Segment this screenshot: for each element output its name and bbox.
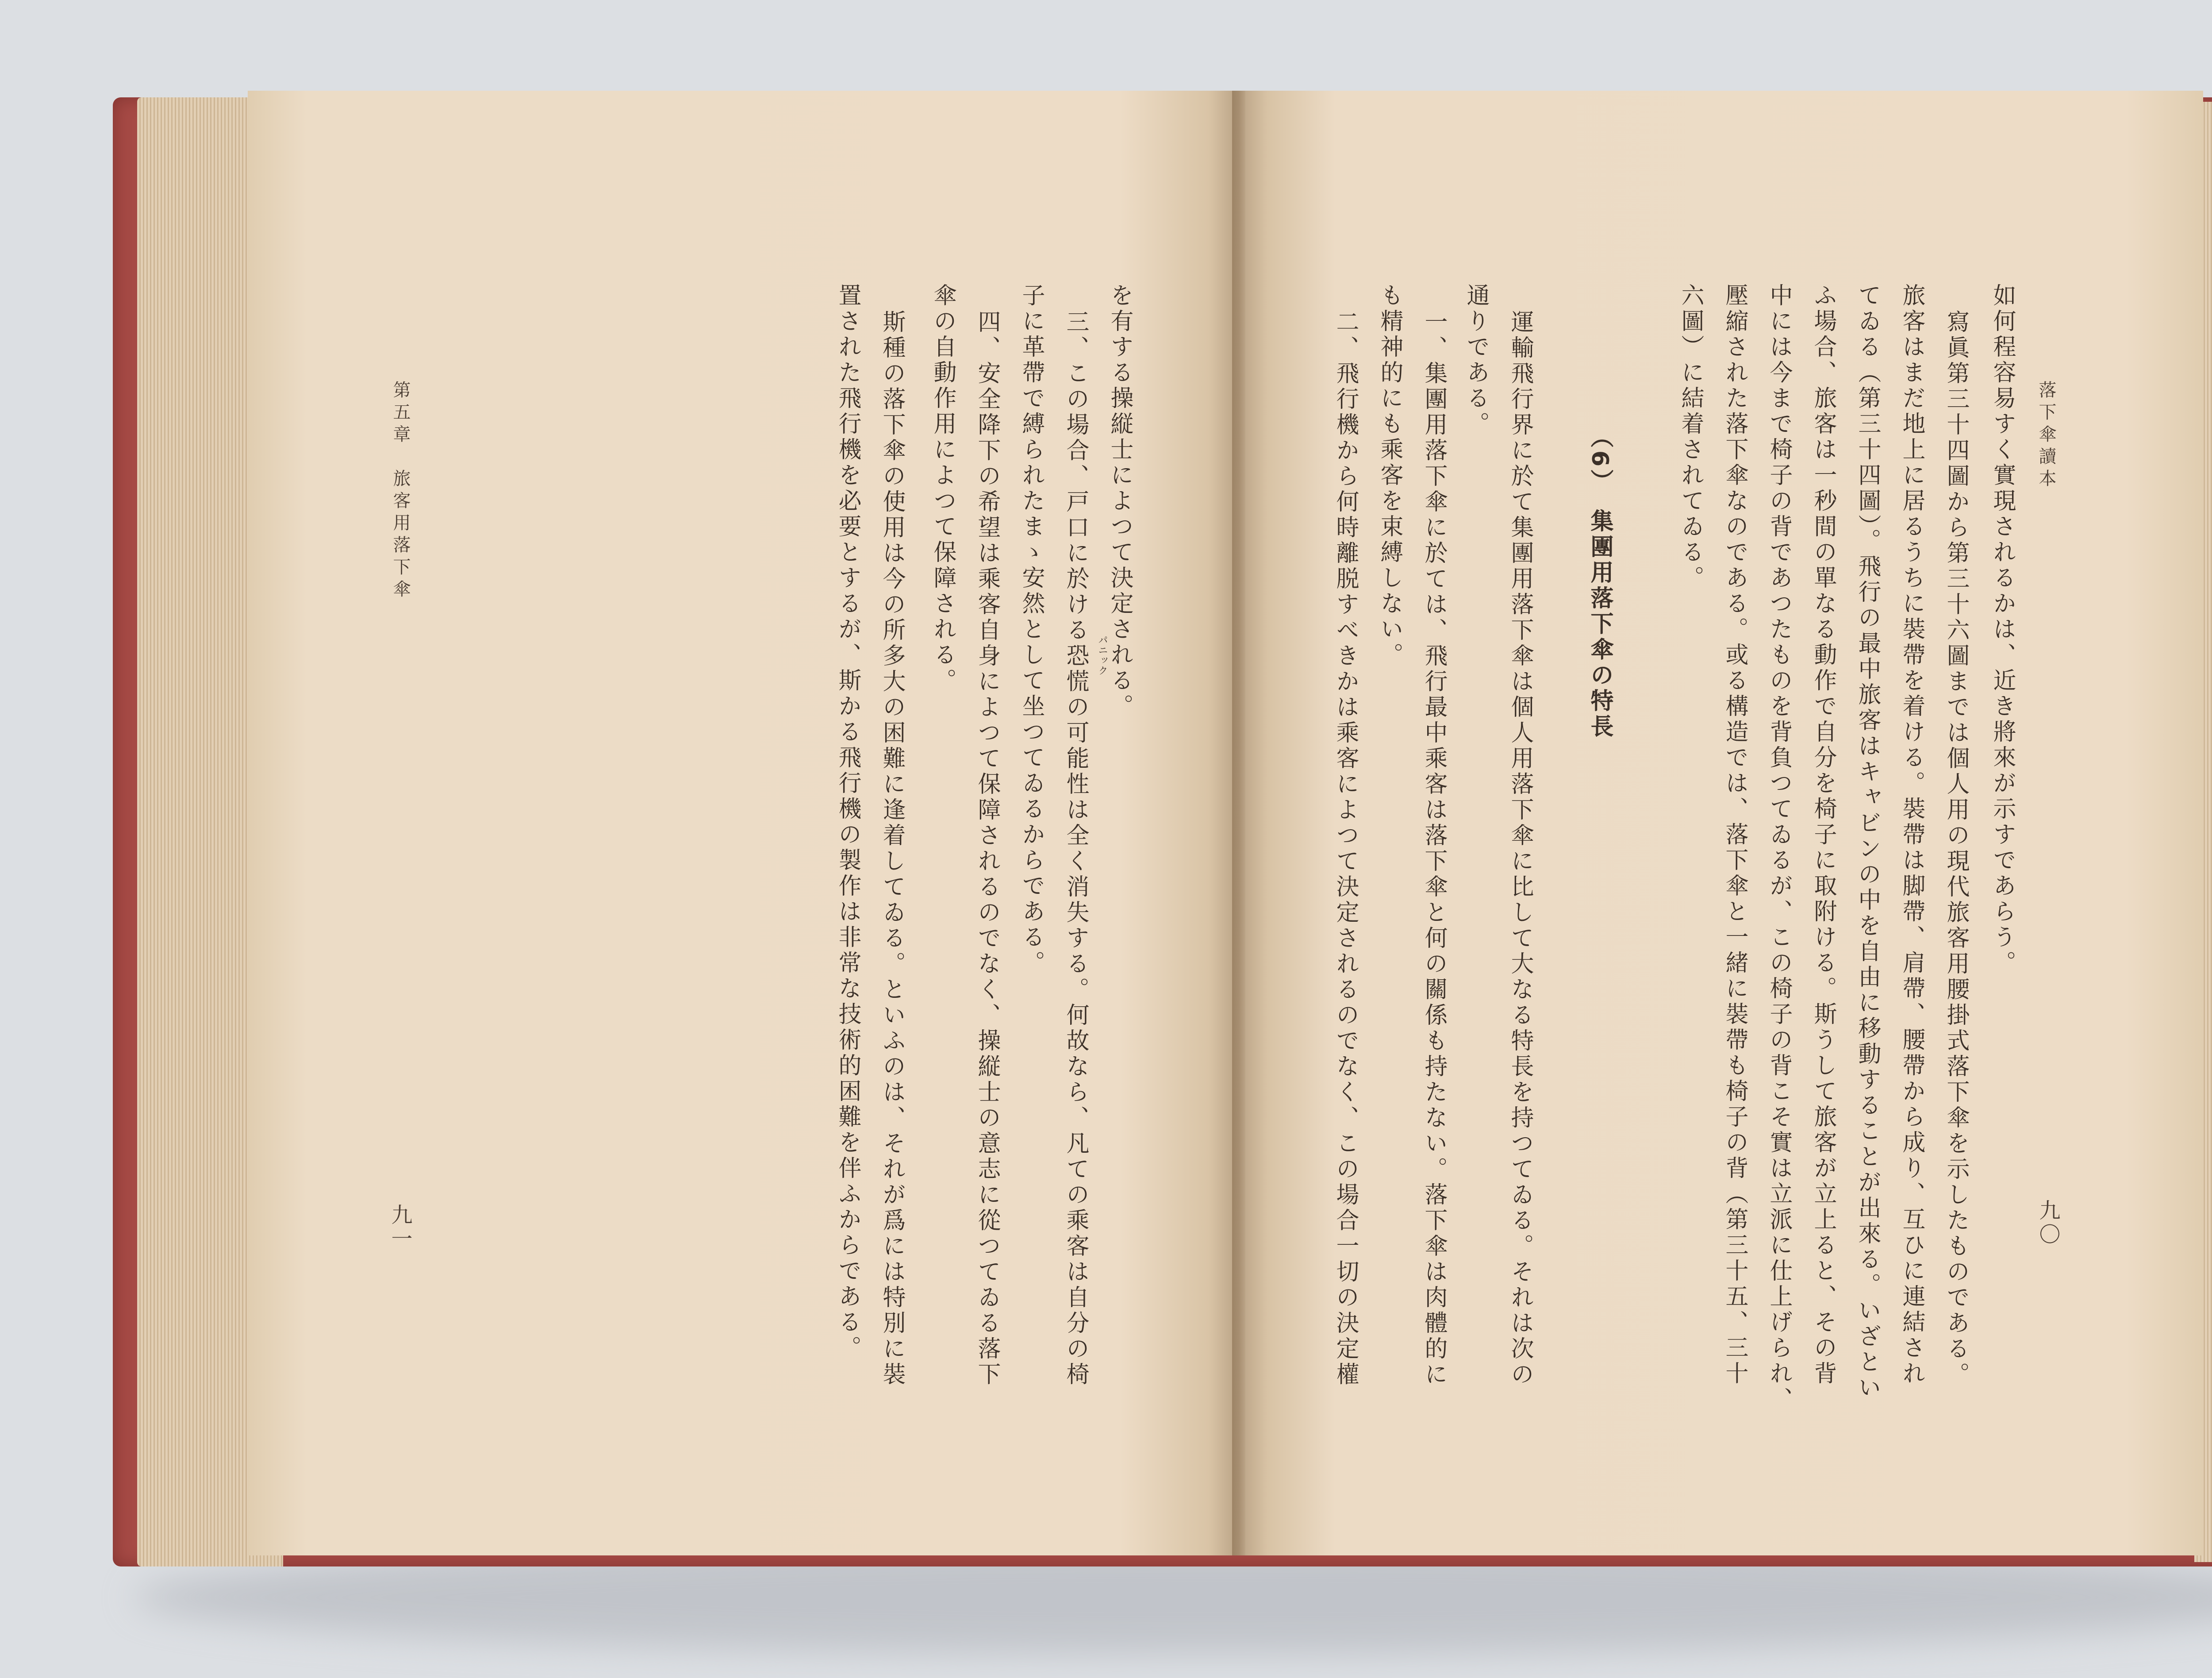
right-col-7: 壓縮された落下傘なのである。或る構造では、落下傘と一緒に裝帶も椅子の背（第三十五、三十: [1721, 283, 1748, 1387]
left-ruby-panic: パニック: [1097, 635, 1108, 676]
right-folio: 九〇: [2035, 1199, 2060, 1247]
right-col-5: ふ場合、旅客は一秒間の單なる動作で自分を椅子に取附ける。斯うして旅客が立上ると、その背: [1810, 283, 1836, 1387]
right-col-3: 旅客はまだ地上に居るうちに裝帶を着ける。裝帶は脚帶、肩帶、腰帶から成り、互ひに連結され: [1898, 283, 1925, 1387]
right-col-2: 寫眞第三十四圖から第三十六圖までは個人用の現代旅客用腰掛式落下傘を示したものである。: [1943, 310, 1969, 1388]
right-col-8: 六圖）に結着されてゐる。: [1677, 283, 1704, 591]
right-col-13: も精神的にも乘客を束縛しない。: [1376, 283, 1403, 668]
left-col-3: 子に革帶で縛られたまゝ安然として坐つてゐるからである。: [1018, 283, 1045, 976]
left-col-4: 四、安全降下の希望は乘客自身によつて保障されるのでなく、操縦士の意志に從つてゐる落下: [974, 310, 1000, 1388]
right-running-header: 落下傘讀本: [2036, 381, 2056, 491]
left-page: [248, 91, 1239, 1555]
right-col-14: 二、飛行機から何時離脱すべきかは乘客によつて決定されるのでなく、この場合一切の決定權: [1332, 310, 1359, 1388]
book-gutter: [1232, 91, 1245, 1555]
left-folio: 九一: [388, 1204, 412, 1251]
left-col-7: 置された飛行機を必要とするが、斯かる飛行機の製作は非常な技術的困難を伴ふからである。: [834, 283, 861, 1361]
left-col-6: 斯種の落下傘の使用は今の所多大の困難に逢着してゐる。といふのは、それが爲には特別に裝: [879, 310, 905, 1388]
section-heading: （6） 集團用落下傘の特長: [1586, 425, 1613, 740]
right-col-6: 中には今まで椅子の背であつたものを背負つてゐるが、この椅子の背こそ實は立派に仕上げられ、: [1766, 283, 1792, 1412]
left-running-header: 第五章 旅客用落下傘: [390, 381, 411, 602]
right-col-1: 如何程容易すく實現されるかは、近き將來が示すであらう。: [1989, 283, 2016, 976]
right-col-11: 通りである。: [1463, 283, 1489, 437]
left-col-2: 三、この場合、戸口に於ける恐慌の可能性は全く消失する。何故なら、凡ての乘客は自分の椅: [1062, 310, 1089, 1388]
right-col-10: 運輸飛行界に於て集團用落下傘は個人用落下傘に比して大なる特長を持つてゐる。それは次の: [1507, 310, 1533, 1388]
right-col-4: てゐる（第三十四圖）。飛行の最中旅客はキャビンの中を自由に移動することが出來る。いざとい: [1854, 283, 1881, 1401]
left-col-5: 傘の自動作用によつて保障される。: [929, 283, 956, 694]
left-col-1: を有する操縦士によつて決定される。: [1106, 283, 1133, 720]
right-col-12: 一、集團用落下傘に於ては、飛行最中乘客は落下傘と何の關係も持たない。落下傘は肉體的に: [1421, 310, 1447, 1388]
